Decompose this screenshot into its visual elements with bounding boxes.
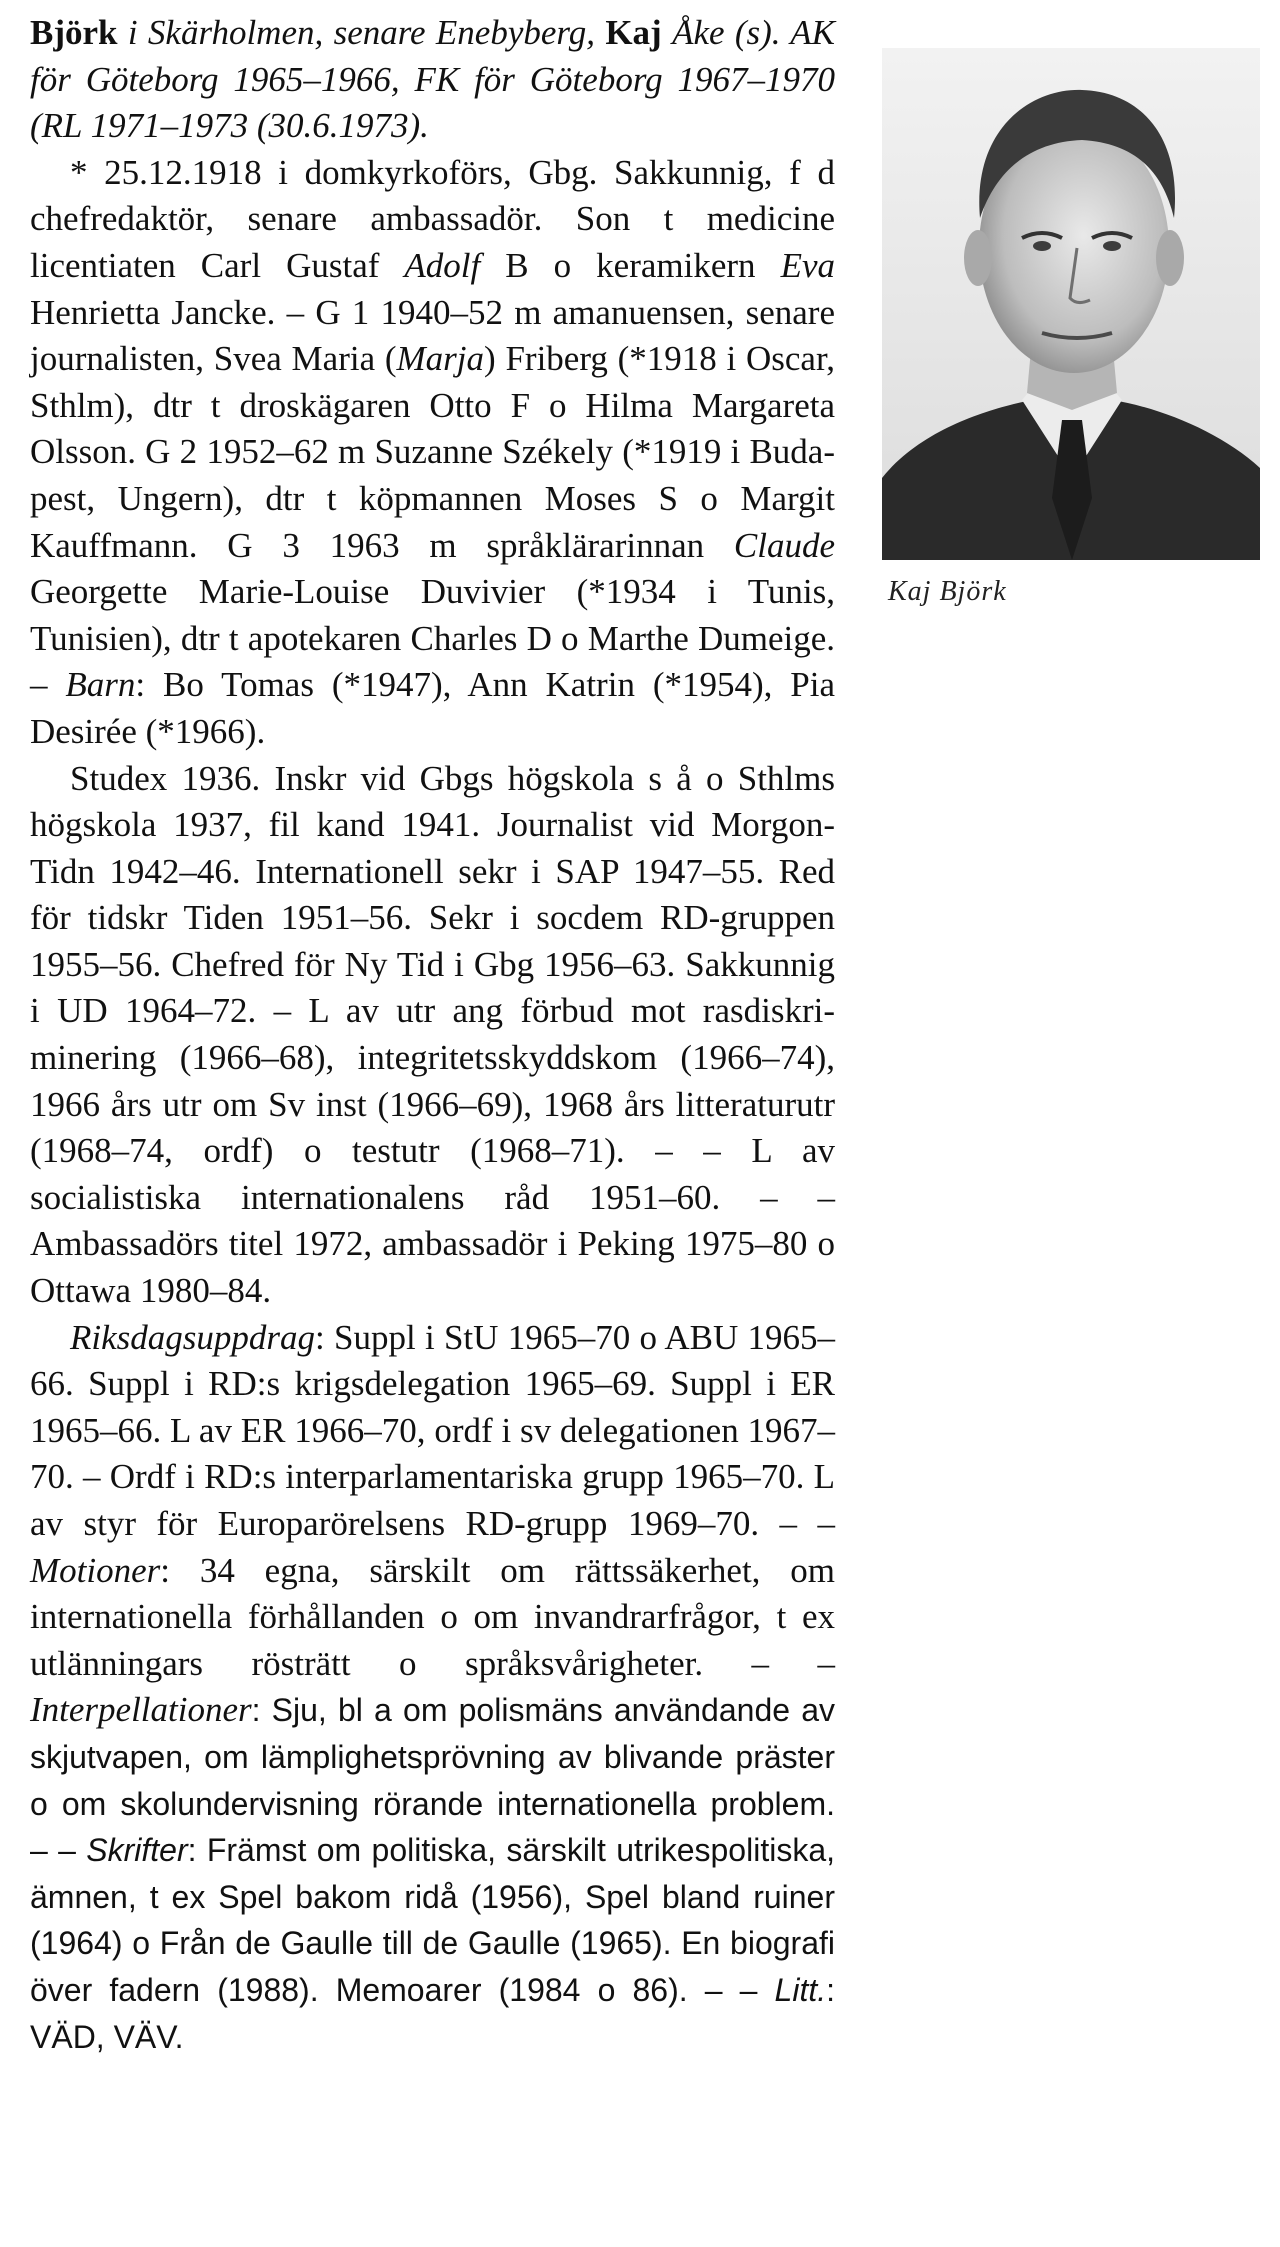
biography-entry xyxy=(30,10,835,2060)
motions-label: Motioner xyxy=(30,1550,161,1590)
mother-name: Eva xyxy=(780,245,835,285)
surname: Björk xyxy=(30,13,118,52)
birth-family-paragraph: * 25.12.1918 i domkyrkoförs, Gbg. Sakkunnig, f d chefredaktör, senare ambassadör. Son t medicine licentiaten Carl Gustaf Adolf B o keramikern Eva Henrietta Jancke. – G 1 1940–52 m amanuensen, senare journalisten, Svea Maria (Marja) Friberg (*1918 i Oscar, Sthlm), dtr t droskägaren Otto F o Hilma Margareta Olsson. G 2 1952–62 m Suzanne Székely (*1919 i Budapest, Ungern), dtr t köpmannen Moses S o Margit Kauffmann. G 3 1963 m språklärarinnan Claude Georgette Marie-Louise Duvivier (*1934 i Tunis, Tunisien), dtr t apotekaren Charles D o Marthe Dumeige. – Barn: Bo Tomas (*1947), Ann Katrin (*1954), Pia Desirée (*1966). xyxy=(30,152,836,751)
children-list: : Bo Tomas (*1947), Ann Katrin (*1954), Pia Desirée (*1966). xyxy=(30,665,836,751)
given-names-rest: Åke xyxy=(661,13,725,52)
portrait-image xyxy=(882,48,1260,560)
wife1-name: Marja xyxy=(396,339,485,379)
children-label: Barn xyxy=(65,665,136,705)
portrait-caption: Kaj Björk xyxy=(888,576,1007,607)
interpellations-label: Interpellationer xyxy=(30,1690,252,1730)
parliament-paragraph: Riksdagsuppdrag: Suppl i StU 1965–70 o ABU 1965–66. Suppl i RD:s krigsdelegation 1965–69. Suppl i ER 1965–66. L av ER 1966–70, ordf i sv delegationen 1967–70. – Ordf i RD:s interparlamentariska grupp 1965–70. L av styr för Europarörelsens RD-grupp 1969–70. – – Motioner: 34 egna, särskilt om rättssäkerhet, om internationella förhållanden o om invandrarfrågor, t ex utlänningars rösträtt o språksvårigheter. – – Interpellationer: Sju, bl a om polismäns användande av skjutvapen, om lämplighetsprövning av blivande präster o om skolundervisning rörande internationella problem. – – Skrifter: Främst om politiska, särskilt utrikespolitiska, ämnen, t ex Spel bakom ridå (1956), Spel bland ruiner (1964) o Från de Gaulle till de Gaulle (1965). En biografi över fadern (1988). Memoarer (1984 o 86). – – Litt.: VÄD, VÄV. xyxy=(30,1317,836,2055)
writings-label: Skrifter xyxy=(86,1832,188,1869)
entry-header-line xyxy=(30,13,835,145)
portrait-photo xyxy=(882,48,1260,560)
party-and-terms: (s). AK för Göteborg 1965–1966, FK för Göteborg 1967–1970 (RL 1971–1973 (30.6.1973). xyxy=(30,13,835,146)
assignments-label: Riksdagsuppdrag xyxy=(70,1317,315,1357)
literature-label: Litt. xyxy=(774,1971,827,2008)
entry-header xyxy=(30,10,835,150)
career-paragraph: Studex 1936. Inskr vid Gbgs högskola s å o Sthlms högskola 1937, fil kand 1941. Journalist vid Morgon-Tidn 1942–46. Internationell sekr i SAP 1947–55. Red för tidskr Tiden 1951–56. Sekr i socdem RD-gruppen 1955–56. Chefred för Ny Tid i Gbg 1956–63. Sakkunnig i UD 1964–72. – L av utr ang förbud mot rasdiskriminering (1966–68), integritetsskyddskom (1966–74), 1966 års utr om Sv inst (1966–69), 1968 års litteraturutr (1968–74, ordf) o testutr (1968–71). – – L av socialistiska internationalens råd 1951–60. – – Ambassadörs titel 1972, ambassadör i Peking 1975–80 o Ottawa 1980–84. xyxy=(30,758,835,1311)
residence: i Skärholmen, senare Enebyberg, xyxy=(117,13,606,52)
father-name: Adolf xyxy=(404,245,481,285)
given-names: Kaj xyxy=(605,13,662,52)
wife3-name: Claude xyxy=(733,525,835,565)
